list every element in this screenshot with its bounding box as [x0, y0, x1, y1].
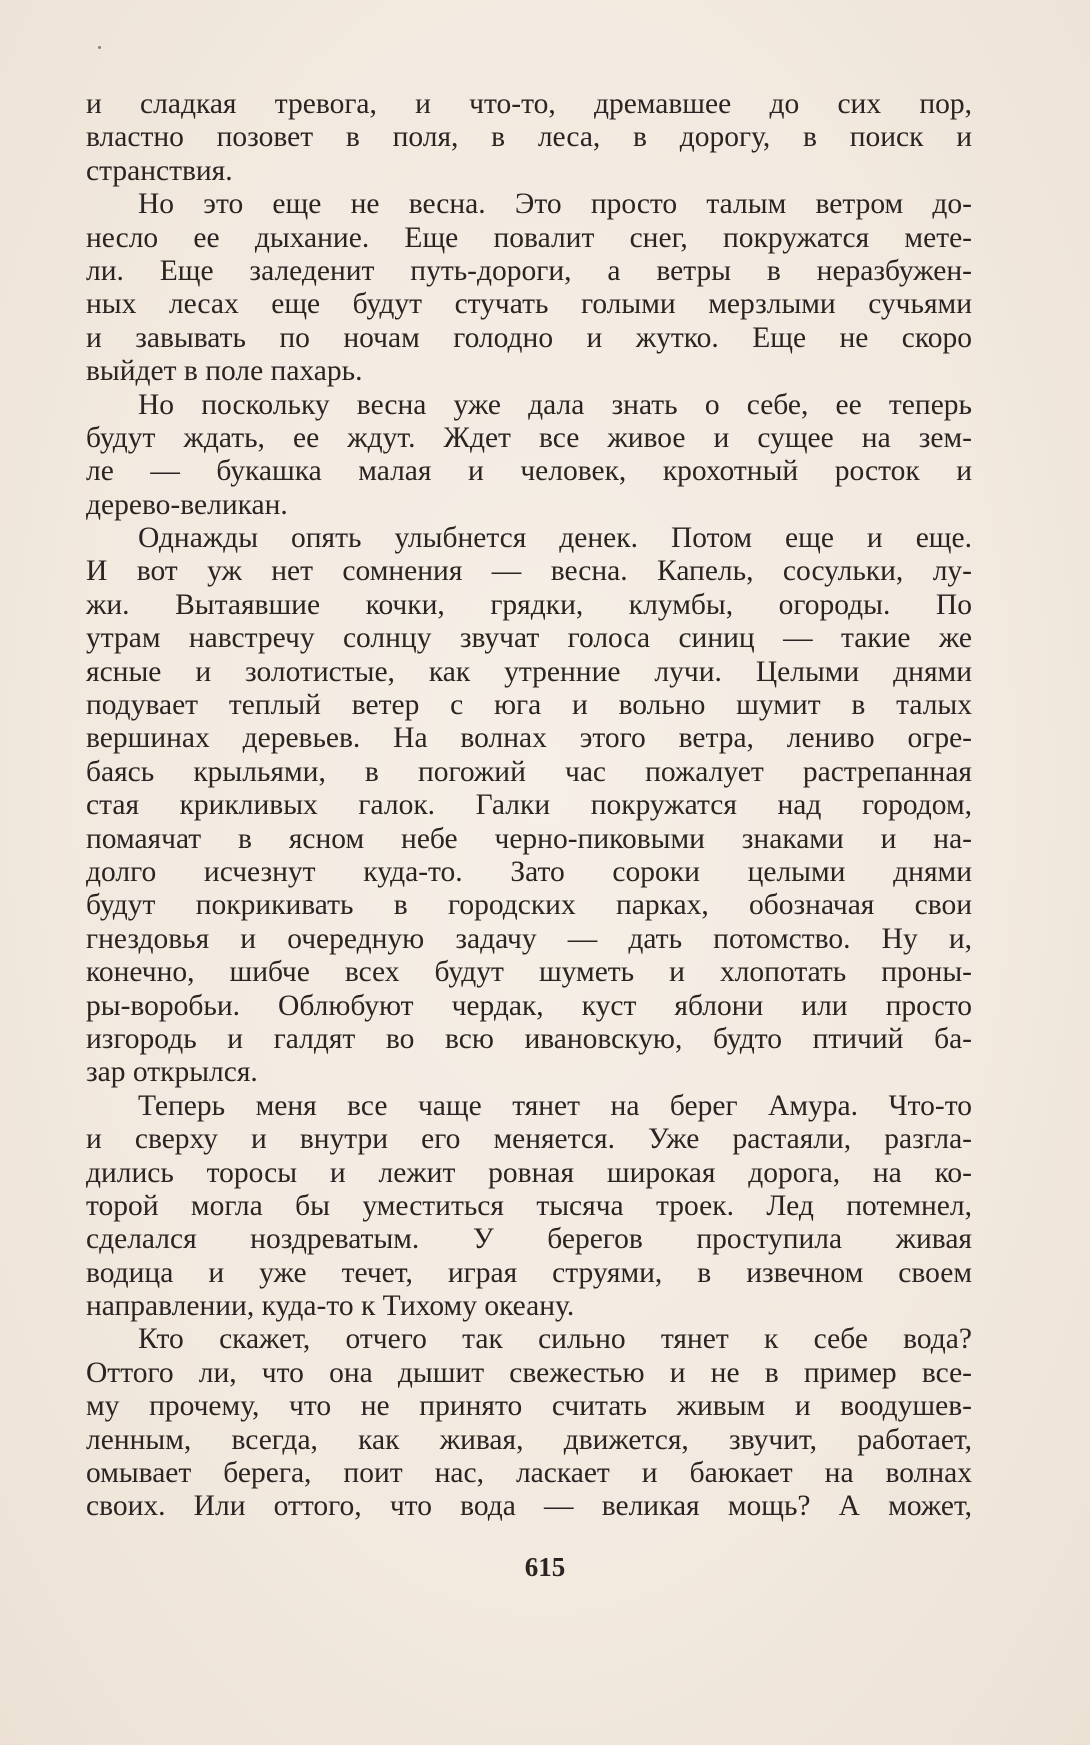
text-line: Теперь меня все чаще тянет на берег Амура. Что-то: [138, 1089, 972, 1122]
text-line: изгородь и галдят во всю ивановскую, будто птичий ба-: [86, 1022, 972, 1055]
text-line: несло ее дыхание. Еще повалит снег, покружатся мете-: [86, 221, 972, 254]
text-line: своих. Или оттого, что вода — великая мощь? А может,: [86, 1490, 972, 1523]
text-line: будут ждать, ее ждут. Ждет все живое и сущее на зем-: [86, 421, 972, 454]
text-line: торой могла бы уместиться тысяча троек. Лед потемнел,: [86, 1189, 972, 1222]
text-line: вершинах деревьев. На волнах этого ветра, лениво огре-: [86, 722, 972, 755]
text-line: омывает берега, поит нас, ласкает и баюкает на волнах: [86, 1457, 972, 1490]
page-number: 615: [524, 1552, 566, 1582]
text-line: зар открылся.: [86, 1056, 258, 1089]
text-line: направлении, куда-то к Тихому океану.: [86, 1290, 575, 1323]
text-line: И вот уж нет сомнения — весна. Капель, сосульки, лу-: [86, 555, 972, 588]
text-line: Но поскольку весна уже дала знать о себе, ее теперь: [138, 388, 972, 421]
text-line: подувает теплый ветер с юга и вольно шумит в талых: [86, 689, 972, 722]
text-line: Оттого ли, что она дышит свежестью и не в пример все-: [86, 1356, 972, 1389]
text-line: выйдет в поле пахарь.: [86, 355, 363, 388]
text-line: жи. Вытаявшие кочки, грядки, клумбы, огороды. По: [86, 588, 972, 621]
text-line: сделался ноздреватым. У берегов проступила живая: [86, 1223, 972, 1256]
speck-mark: [98, 46, 101, 49]
text-line: гнездовья и очередную задачу — дать потомство. Ну и,: [86, 922, 972, 955]
text-line: ных лесах еще будут стучать голыми мерзлыми сучьями: [86, 288, 972, 321]
text-line: ясные и золотистые, как утренние лучи. Целыми днями: [86, 655, 972, 688]
text-line: ли. Еще заледенит путь-дороги, а ветры в неразбужен-: [86, 254, 972, 287]
body-text: [86, 88, 972, 1524]
text-line: странствия.: [86, 154, 233, 187]
text-line: ле — букашка малая и человек, крохотный росток и: [86, 455, 972, 488]
text-line: и сладкая тревога, и что-то, дремавшее до сих пор,: [86, 88, 972, 120]
text-line: Однажды опять улыбнется денек. Потом еще и еще.: [138, 522, 972, 555]
text-line: и сверху и внутри его меняется. Уже растаяли, разгла-: [86, 1123, 972, 1156]
text-line: дились торосы и лежит ровная широкая дорога, на ко-: [86, 1156, 972, 1189]
text-line: баясь крыльями, в погожий час пожалует растрепанная: [86, 755, 972, 788]
text-line: властно позовет в поля, в леса, в дорогу, в поиск и: [86, 121, 972, 154]
text-line: водица и уже течет, играя струями, в извечном своем: [86, 1256, 972, 1289]
text-line: ленным, всегда, как живая, движется, звучит, работает,: [86, 1423, 972, 1456]
text-line: му прочему, что не принято считать живым и воодушев-: [86, 1390, 972, 1423]
text-line: долго исчезнут куда-то. Зато сороки целыми днями: [86, 855, 972, 888]
text-line: ры-воробьи. Облюбуют чердак, куст яблони или просто: [86, 989, 972, 1022]
text-line: Кто скажет, отчего так сильно тянет к себе вода?: [138, 1323, 972, 1356]
text-line: и завывать по ночам голодно и жутко. Еще не скоро: [86, 321, 972, 354]
text-line: дерево-великан.: [86, 488, 288, 521]
text-line: конечно, шибче всех будут шуметь и хлопотать проны-: [86, 956, 972, 989]
text-line: Но это еще не весна. Это просто талым ветром до-: [138, 188, 972, 221]
text-line: стая крикливых галок. Галки покружатся над городом,: [86, 789, 972, 822]
text-line: будут покрикивать в городских парках, обозначая свои: [86, 889, 972, 922]
text-line: утрам навстречу солнцу звучат голоса синиц — такие же: [86, 622, 972, 655]
text-line: помаячат в ясном небе черно-пиковыми знаками и на-: [86, 822, 972, 855]
